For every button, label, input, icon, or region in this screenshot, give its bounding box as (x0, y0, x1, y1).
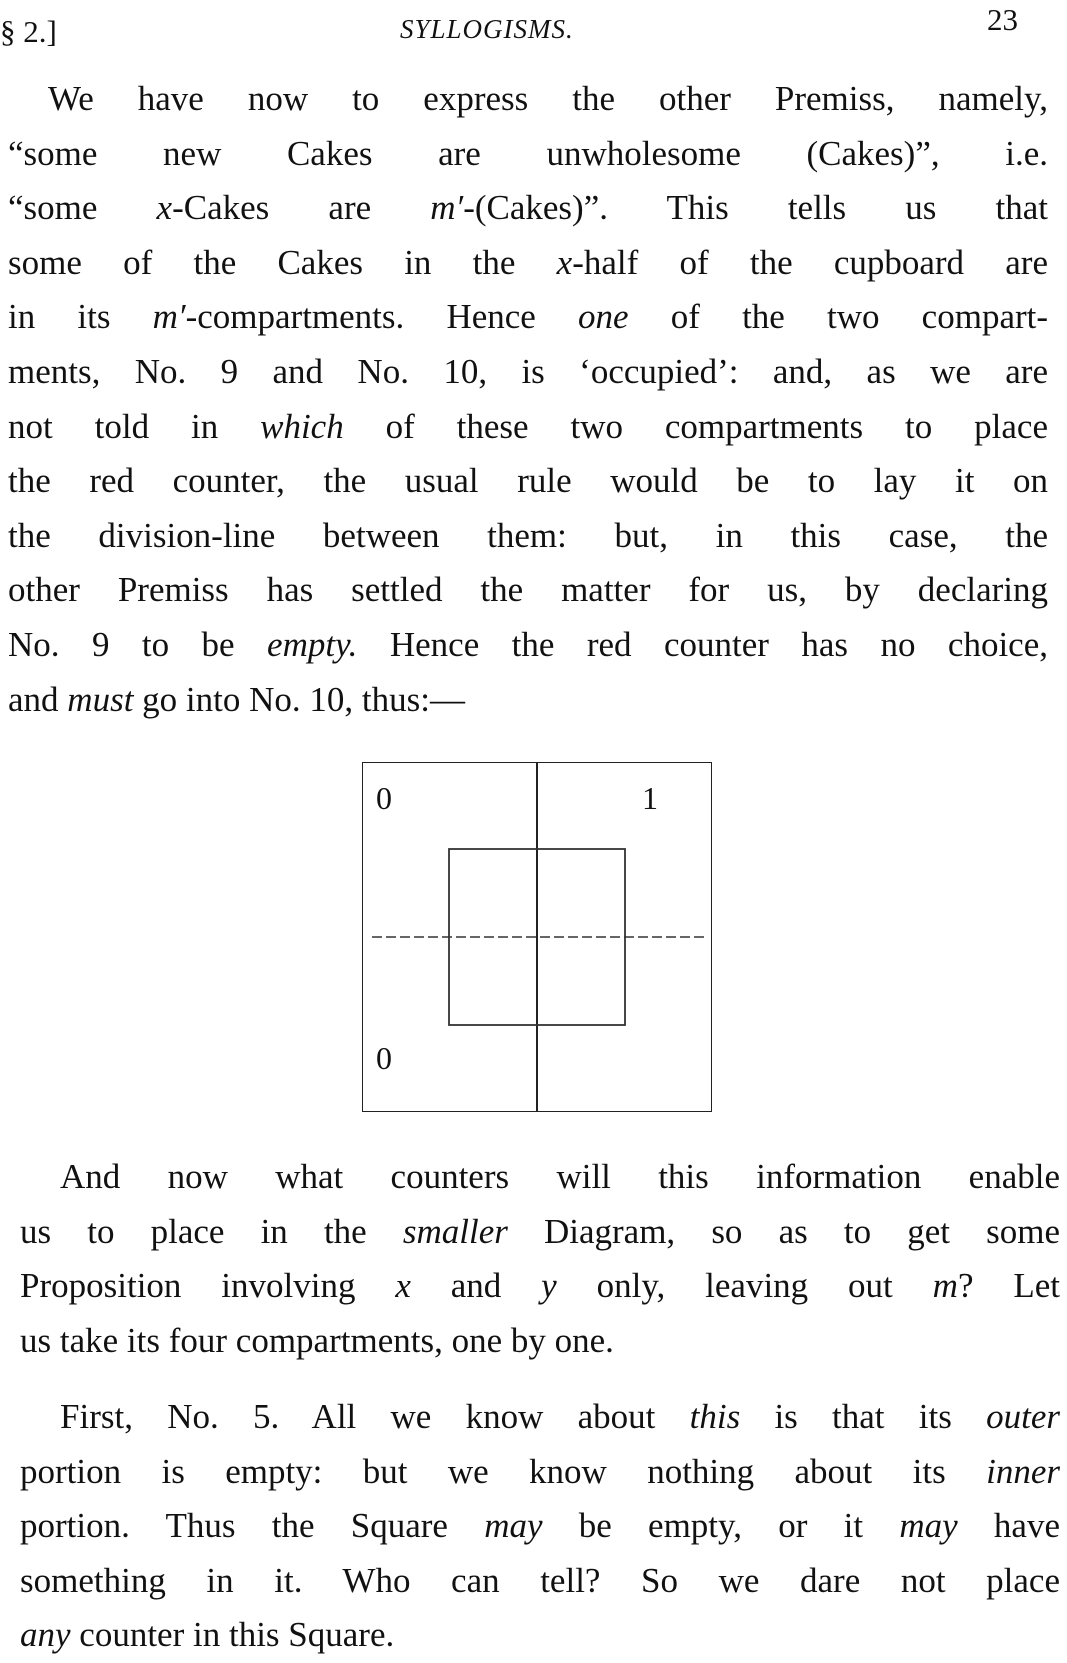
text-line (8, 673, 1048, 728)
running-title: SYLLOGISMS. (400, 14, 574, 44)
math-variable: m (932, 1266, 958, 1306)
text-run: other Premiss has settled the matter for us, by declaring (8, 570, 1048, 610)
emphasis: one (578, 297, 629, 337)
emphasis: must (67, 679, 134, 719)
math-variable: m′ (430, 188, 464, 228)
text-run: -compartments. Hence (185, 297, 579, 337)
text-run: the division-line between them: but, in this case, the (8, 515, 1048, 555)
emphasis: which (260, 406, 344, 446)
text-run: We have now to express the other Premiss, namely, (48, 79, 1048, 118)
text-run: have (957, 1506, 1060, 1546)
text-run: and (410, 1266, 542, 1306)
text-line (20, 1259, 1060, 1314)
text-run: is that its (740, 1397, 987, 1436)
math-variable: y (541, 1266, 557, 1306)
text-run: go into No. 10, thus:— (133, 679, 465, 719)
text-line (20, 1554, 1060, 1609)
emphasis: may (899, 1506, 958, 1546)
text-line (8, 236, 1048, 291)
text-line (8, 618, 1048, 673)
text-line (20, 1445, 1060, 1500)
text-run: First, No. 5. All we know about (60, 1397, 690, 1436)
counter-top-right: 1 (642, 780, 658, 816)
text-run: “some (8, 188, 157, 228)
text-run: portion is empty: but we know nothing about its (20, 1451, 987, 1491)
text-run: some of the Cakes in the (8, 242, 557, 282)
text-line (20, 1314, 1060, 1369)
text-run: be empty, or it (542, 1506, 900, 1546)
paragraph-premiss (8, 72, 1048, 727)
text-run: of these two compartments to place (343, 406, 1048, 446)
text-run: and (8, 679, 68, 719)
page-number: 23 (987, 2, 1018, 37)
text-run: “some new Cakes are unwholesome (Cakes)”, i.e. (8, 133, 1048, 173)
text-line (8, 181, 1048, 236)
text-run: Diagram, so as to get some (507, 1211, 1060, 1251)
text-line (20, 1150, 1060, 1205)
emphasis: smaller (402, 1211, 508, 1251)
text-run: And now what counters will this information enable (60, 1157, 1060, 1196)
emphasis: this (689, 1397, 741, 1436)
text-run: the red counter, the usual rule would be to lay it on (8, 461, 1048, 501)
text-run: -Cakes are (172, 188, 431, 228)
text-run: portion. Thus the Square (20, 1506, 485, 1546)
text-run: only, leaving out (556, 1266, 933, 1306)
text-run: -half of the cupboard are (572, 242, 1049, 282)
text-run: Proposition involving (20, 1266, 396, 1306)
text-line (8, 509, 1048, 564)
math-variable: m′ (152, 297, 186, 337)
text-run: counter in this Square. (70, 1615, 395, 1655)
emphasis: outer (986, 1397, 1060, 1436)
text-run: of the two compart- (628, 297, 1049, 337)
counter-bottom-left: 0 (376, 1040, 392, 1076)
text-line (8, 290, 1048, 345)
counter-top-left: 0 (376, 780, 392, 816)
text-line (8, 400, 1048, 455)
text-line (8, 454, 1048, 509)
text-run: not told in (8, 406, 261, 446)
text-run: Hence the red counter has no choice, (357, 624, 1048, 664)
text-line (8, 127, 1048, 182)
text-run: -(Cakes)”. This tells us that (463, 188, 1049, 228)
text-line (20, 1390, 1060, 1445)
text-run: ? Let (957, 1266, 1060, 1306)
text-line (8, 72, 1048, 127)
diagram-lines (362, 762, 712, 1112)
paragraph-first-no5 (20, 1390, 1060, 1663)
text-run: in its (8, 297, 153, 337)
text-run: ments, No. 9 and No. 10, is ‘occupied’: and, as we are (8, 351, 1048, 391)
emphasis: may (484, 1506, 543, 1546)
running-header (0, 2, 1050, 48)
text-line (20, 1608, 1060, 1663)
emphasis: any (20, 1615, 71, 1655)
math-variable: x (156, 188, 173, 228)
emphasis: inner (986, 1451, 1060, 1491)
text-run: us take its four compartments, one by one. (20, 1320, 614, 1360)
text-line (20, 1499, 1060, 1554)
paragraph-counters (20, 1150, 1060, 1368)
text-run: us to place in the (20, 1211, 403, 1251)
text-run: something in it. Who can tell? So we dare not place (20, 1560, 1060, 1600)
emphasis: empty. (267, 624, 358, 664)
math-variable: x (395, 1266, 411, 1306)
biliteral-diagram (362, 762, 712, 1112)
section-mark: § 2.] (0, 14, 57, 49)
text-line (20, 1205, 1060, 1260)
text-run: No. 9 to be (8, 624, 268, 664)
text-line (8, 563, 1048, 618)
text-line (8, 345, 1048, 400)
math-variable: x (556, 242, 573, 282)
